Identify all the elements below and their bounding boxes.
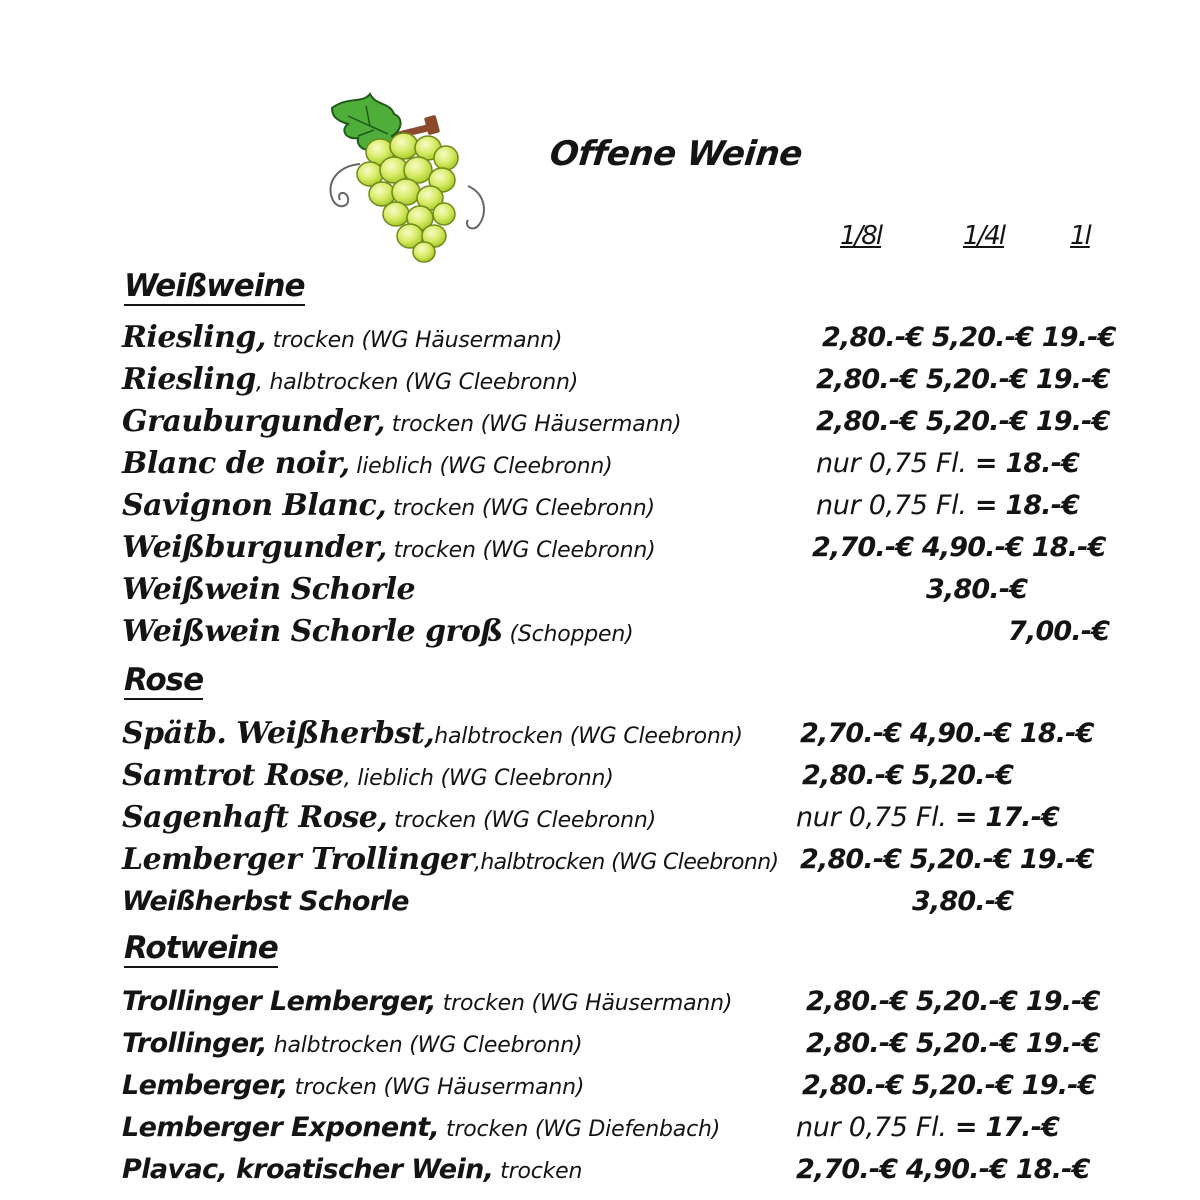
wine-description: , halbtrocken (WG Cleebronn) <box>255 370 579 395</box>
wine-name: Grauburgunder, <box>122 404 385 439</box>
wine-price: 7,00.-€ <box>1008 616 1110 647</box>
wine-row <box>122 446 613 482</box>
price-prefix: nur 0,75 Fl. <box>816 448 975 479</box>
wine-name: Lemberger Trollinger <box>122 842 474 877</box>
wine-row <box>122 884 409 920</box>
wine-price: 2,70.-€ 4,90.-€ 18.-€ <box>800 718 1094 749</box>
wine-price: 2,80.-€ 5,20.-€ 19.-€ <box>806 1028 1100 1059</box>
page-title: Offene Weine <box>547 134 805 174</box>
wine-row <box>122 530 656 566</box>
price-value: = 18.-€ <box>974 490 1080 521</box>
wine-description: halbtrocken (WG Cleebronn) <box>266 1033 583 1058</box>
wine-name: Weißherbst Schorle <box>122 886 409 917</box>
column-header-eighth-liter: 1/8l <box>840 221 882 251</box>
wine-price <box>816 446 1079 482</box>
wine-description: trocken (WG Diefenbach) <box>439 1117 721 1142</box>
column-header-liter: 1l <box>1070 221 1090 251</box>
wine-name: Weißburgunder, <box>122 530 387 565</box>
wine-name: Trollinger, <box>122 1028 267 1059</box>
section-title-weissweine: Weißweine <box>124 268 305 304</box>
wine-price: 2,80.-€ 5,20.-€ 19.-€ <box>806 986 1100 1017</box>
wine-price: 2,80.-€ 5,20.-€ 19.-€ <box>822 322 1116 353</box>
price-prefix: nur 0,75 Fl. <box>816 490 975 521</box>
wine-row <box>122 1152 582 1188</box>
wine-price: 2,80.-€ 5,20.-€ 19.-€ <box>800 844 1094 875</box>
wine-name: Trollinger Lemberger, <box>122 986 436 1017</box>
wine-description: trocken (WG Cleebronn) <box>386 538 656 563</box>
wine-description: trocken (WG Cleebronn) <box>386 496 655 521</box>
wine-description: trocken (WG Häusermann) <box>287 1075 585 1100</box>
section-title-rose: Rose <box>124 662 204 698</box>
wine-description: trocken (WG Häusermann) <box>385 412 682 437</box>
wine-name: Spätb. Weißherbst, <box>122 716 435 751</box>
wine-price: 3,80.-€ <box>912 886 1014 917</box>
wine-name: Plavac, kroatischer Wein, <box>122 1154 494 1185</box>
grapes-icon <box>318 86 490 264</box>
wine-name: Sagenhaft Rose, <box>122 800 388 835</box>
wine-price: 2,80.-€ 5,20.-€ 19.-€ <box>816 406 1110 437</box>
wine-name: Lemberger, <box>122 1070 288 1101</box>
wine-row <box>122 1068 584 1104</box>
wine-price: 2,70.-€ 4,90.-€ 18.-€ <box>812 532 1106 563</box>
wine-name: Savignon Blanc, <box>122 488 387 523</box>
price-value: = 18.-€ <box>974 448 1080 479</box>
wine-row <box>122 716 743 752</box>
wine-row <box>122 320 562 356</box>
wine-row <box>122 614 634 650</box>
wine-name: Weißwein Schorle <box>122 572 416 607</box>
wine-price: 2,80.-€ 5,20.-€ <box>802 760 1014 791</box>
wine-name: Riesling <box>122 362 256 397</box>
price-prefix: nur 0,75 Fl. <box>796 802 955 833</box>
wine-description: trocken <box>493 1159 583 1184</box>
wine-name: Riesling, <box>122 320 266 355</box>
price-prefix: nur 0,75 Fl. <box>796 1112 955 1143</box>
wine-description: , lieblich (WG Cleebronn) <box>343 766 614 791</box>
wine-row <box>122 404 681 440</box>
wine-row <box>122 1110 720 1146</box>
wine-name: Weißwein Schorle groß <box>122 614 503 649</box>
wine-name: Blanc de noir, <box>122 446 350 481</box>
wine-description: lieblich (WG Cleebronn) <box>349 454 613 479</box>
wine-row <box>122 572 415 608</box>
wine-row <box>122 842 779 878</box>
wine-row <box>122 800 656 836</box>
wine-row <box>122 488 655 524</box>
price-value: = 17.-€ <box>954 1112 1060 1143</box>
wine-row <box>122 362 578 398</box>
wine-price: 2,70.-€ 4,90.-€ 18.-€ <box>796 1154 1090 1185</box>
wine-row <box>122 1026 582 1062</box>
wine-description: trocken (WG Cleebronn) <box>387 808 657 833</box>
wine-price: 3,80.-€ <box>926 574 1028 605</box>
wine-description: ,halbtrocken (WG Cleebronn) <box>473 850 779 875</box>
wine-description: halbtrocken (WG Cleebronn) <box>434 724 743 749</box>
wine-name: Lemberger Exponent, <box>122 1112 440 1143</box>
wine-price: 2,80.-€ 5,20.-€ 19.-€ <box>802 1070 1096 1101</box>
section-title-rotweine: Rotweine <box>124 930 278 966</box>
wine-name: Samtrot Rose <box>122 758 344 793</box>
wine-price <box>816 488 1079 524</box>
wine-price: 2,80.-€ 5,20.-€ 19.-€ <box>816 364 1110 395</box>
wine-price <box>796 1110 1059 1146</box>
wine-row <box>122 984 732 1020</box>
wine-description: (Schoppen) <box>502 622 634 647</box>
price-value: = 17.-€ <box>954 802 1060 833</box>
wine-description: trocken (WG Häusermann) <box>265 328 563 353</box>
wine-description: trocken (WG Häusermann) <box>435 991 733 1016</box>
wine-price <box>796 800 1059 836</box>
wine-row <box>122 758 614 794</box>
column-header-quarter-liter: 1/4l <box>963 221 1005 251</box>
